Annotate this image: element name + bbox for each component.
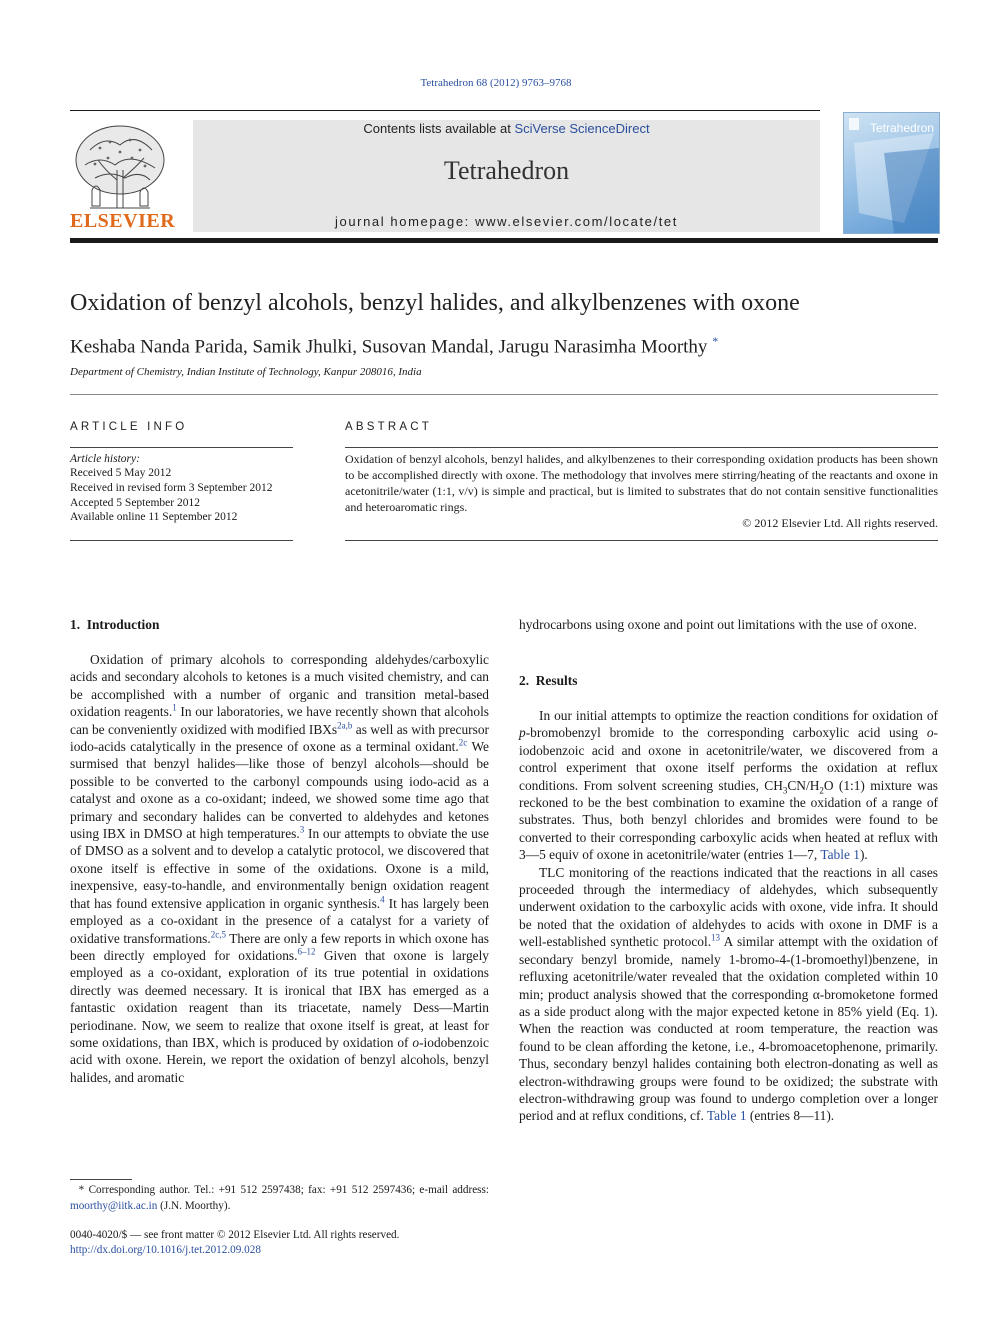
cover-title: Tetrahedron [870,121,935,135]
history-revised: Received in revised form 3 September 2012 [70,481,273,494]
table-1-link[interactable]: Table 1 [706,1108,747,1124]
intro-text: There are only a few reports in which oxone has been directly employed for oxidations. [70,930,489,963]
history-accepted: Accepted 5 September 2012 [70,496,200,509]
results-italic: p [519,725,526,741]
abstract-text: Oxidation of benzyl alcohols, benzyl halides, and alkylbenzenes to their corresponding oxidation products has been shown to be accomplished directly with oxone. The methodology that involves mere stirring/heating of the reactants and oxone in acetonitrile/water (1:1, v/v) is simple and practical, but is limited to substrates that do not contain sensitive functionalities and heteroaromatic rings. [345,452,938,514]
abstract-rule [345,447,938,448]
history-received: Received 5 May 2012 [70,467,172,479]
intro-text: as well as with precursor iodo-acids catalytically in the presence of oxone as a terminal oxidant. [70,721,489,755]
reference-link[interactable]: 1 [172,702,177,713]
header-rule [70,110,820,111]
results-text: A similar attempt with the oxidation of secondary benzyl bromide, namely 1-bromo-4-(1-bromoethyl)benzene, in refluxing acetonitrile/water revealed that the oxidation completed within 10 min; product analysis showed that the corresponding α-bromoketone formed as a side product along with the major expected ketone in 85% yield (Eq. 1). When the reaction was conducted at room temperature, the reaction was found to be clean affording the ketone, i.e., 4-bromoacetophenone, primarily. Thus, secondary benzyl halides containing both electron-donating as well as electron-withdrawing groups were found to be oxidized; the substrate with electron-withdrawing group was found to undergo completion over a longer period and at reflux conditions, cf. [519,934,938,1124]
header-thick-rule [70,238,938,243]
contents-prefix: Contents lists available at [363,121,515,136]
results-body [519,707,938,1125]
article-info-rule [70,447,293,448]
reference-link[interactable]: 2c [458,737,468,748]
reference-link[interactable]: 2c,5 [210,929,226,940]
intro-continuation-text: hydrocarbons using oxone and point out limitations with the use of oxone. [519,617,917,632]
intro-text: Given that oxone is largely employed as a co-oxidant, exploration of its true potential in oxidations directly was deemed necessary. It is ironical that IBX has emerged as a fantastic oxidation reagent than its triacetate, namely Dess—Martin periodinane. Now, we seem to realize that oxone itself is great, at least for some oxidations, than IBX, which is produced by oxidation of [70,947,489,1050]
results-paragraph-1 [519,707,938,864]
article-history [70,466,272,525]
results-paragraph-2 [519,864,938,1125]
reference-link[interactable]: 6–12 [297,946,316,957]
footnote-mark: * [78,1184,85,1196]
table-1-link[interactable]: Table 1 [820,847,860,863]
history-online: Available online 11 September 2012 [70,511,238,524]
reference-link[interactable]: 2a,b [337,720,353,731]
journal-citation[interactable]: Tetrahedron 68 (2012) 9763–9768 [420,77,572,89]
journal-name: Tetrahedron [443,156,570,185]
section-heading-results [519,673,577,689]
intro-text: In our attempts to obviate the use of DMSO as a solvent and to develop a catalytic protocol, we discovered that oxone itself is effective in some of the oxidations. Oxone is a mild, inexpensive, easy-to-handle, and environmentally benign oxidation reagent that has found extensive application in organic synthesis. [70,826,489,911]
section-number: 2. [519,673,530,688]
results-text: (entries 8—11). [746,1108,835,1124]
results-text: -iodobenzoic acid and oxone in acetonitrile/water, we discovered from a control experiment that oxone itself performs the oxidation at reflux conditions. From solvent screening studies, CH [519,725,938,793]
section-title: Introduction [86,617,160,632]
footnote-author: (J.N. Moorthy). [157,1199,231,1212]
article-info-rule-bottom [70,540,293,541]
results-text: ). [859,847,868,863]
contents-line [193,121,820,136]
intro-text: It has largely been employed as a co-oxidant in the presence of a catalyst for a variety of oxidative transformations. [70,895,489,946]
results-text: -bromobenzyl bromide to the corresponding carboxylic acid using [525,725,927,741]
results-italic: o [926,725,934,741]
author-email-link[interactable]: moorthy@iitk.ac.in [70,1199,158,1212]
intro-text: In our laboratories, we have recently shown that alcohols can be conveniently oxidized with modified IBXs [70,704,490,737]
introduction-continuation [519,616,938,633]
reference-link[interactable]: 4 [380,894,385,905]
article-history-label: Article history: [70,453,140,465]
journal-cover-thumbnail [843,112,940,234]
intro-text: -iodobenzoic acid with oxone. Herein, we report the oxidation of benzyl alcohols, benzyl halides, and aromatic [70,1034,489,1085]
corresponding-author-footnote [70,1183,489,1214]
intro-text: Oxidation of primary alcohols to corresponding aldehydes/carboxylic acids and secondary alcohols to ketones is a much visited chemistry, and can be accomplished with a number of organic and transition metal-based oxidation reagents. [70,652,489,720]
title-rule [70,394,938,395]
issn-line: 0040-4020/$ — see front matter © 2012 Elsevier Ltd. All rights reserved. [70,1229,400,1241]
results-text: O (1:1) mixture was reckoned to be the best combination to examine the oxidation of a range of substrates. Thus, both benzyl chlorides and bromides were found to be converted to their corresponding carboxylic acids when heated at reflux with 3—5 equiv of oxone in acetonitrile/water (entries 1—7, [519,777,938,863]
section-title: Results [535,673,578,688]
section-number: 1. [70,617,81,632]
elsevier-wordmark: ELSEVIER [70,210,176,232]
journal-homepage[interactable]: journal homepage: www.elsevier.com/locate/tet [335,214,678,229]
intro-paragraph [70,651,489,1086]
subscript: 2 [819,785,824,796]
article-title: Oxidation of benzyl alcohols, benzyl halides, and alkylbenzenes with oxone [70,290,800,316]
section-heading-introduction [70,617,159,633]
sciencedirect-link[interactable]: SciVerse ScienceDirect [514,121,650,136]
footnote-rule [70,1179,132,1180]
corresponding-author-mark[interactable]: * [712,334,719,348]
results-text: CN/H [787,777,820,793]
article-info-heading: ARTICLE INFO [70,421,188,433]
intro-text: We surmised that benzyl halides—like those of benzyl alcohols—should be possible to be converted to the carbonyl compounds using iodo-acid as a catalyst and oxone as a co-oxidant; indeed, we showed some time ago that primary and secondary halides can be converted to aldehydes and ketones using IBX in DMSO at high temperatures. [70,739,489,842]
author-list [70,334,718,358]
issn-block [70,1228,399,1257]
affiliation: Department of Chemistry, Indian Institute of Technology, Kanpur 208016, India [70,366,422,378]
reference-link[interactable]: 3 [299,824,305,835]
abstract-heading: ABSTRACT [345,421,432,433]
doi-link[interactable]: http://dx.doi.org/10.1016/j.tet.2012.09.028 [70,1243,261,1256]
results-text: TLC monitoring of the reactions indicated that the reactions in all cases proceeded through the intermediacy of aldehydes, which subsequently underwent oxidation to the carboxylic acids with oxone, vide infra. It should be noted that the oxidation of aldehydes to acids with oxone in DMF is a well-established synthetic protocol. [519,864,938,950]
introduction-body [70,651,489,1086]
results-text: In our initial attempts to optimize the reaction conditions for oxidation of [539,708,938,723]
reference-link[interactable]: 13 [711,932,721,943]
abstract-rule-bottom [345,540,938,541]
footnote-text: Corresponding author. Tel.: +91 512 2597438; fax: +91 512 2597436; e-mail address: [84,1184,489,1196]
abstract-copyright: © 2012 Elsevier Ltd. All rights reserved. [742,516,938,530]
authors-text: Keshaba Nanda Parida, Samik Jhulki, Susovan Mandal, Jarugu Narasimha Moorthy [70,336,708,358]
subscript: 3 [782,785,788,796]
intro-italic: o [412,1034,420,1050]
